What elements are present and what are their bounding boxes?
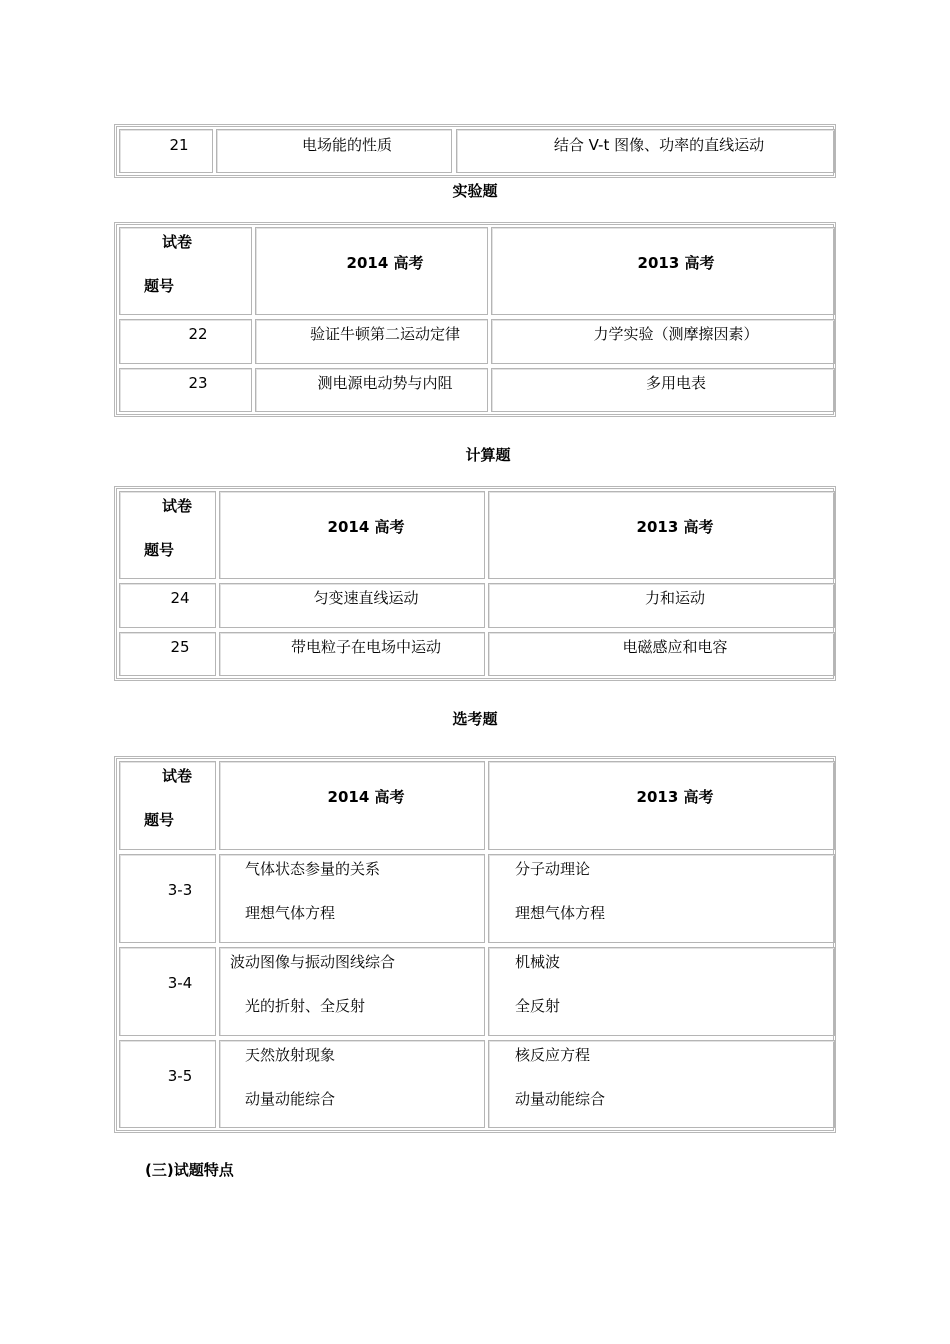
- question-number: 24: [170, 589, 190, 607]
- table-elective: [114, 756, 836, 1133]
- question-number: 23: [188, 374, 208, 392]
- table-row: [119, 852, 831, 945]
- header-2014: 2014 高考: [327, 788, 405, 806]
- topic-2014-line1: 天然放射现象: [245, 1046, 336, 1064]
- topic-2013: 电磁感应和电容: [622, 638, 728, 656]
- topic-2013: 力学实验（测摩擦因素）: [593, 325, 759, 343]
- topic-2014-line1: 波动图像与振动图线综合: [230, 953, 396, 971]
- table-continuation: [114, 124, 836, 178]
- section-heading: (三)试题特点: [145, 1161, 234, 1179]
- question-number: 3-3: [167, 881, 193, 899]
- table-row: [119, 630, 831, 678]
- topic-2014-line2: 光的折射、全反射: [245, 997, 366, 1015]
- topic-2014: 测电源电动势与内阻: [317, 374, 453, 392]
- topic-2013-line2: 理想气体方程: [515, 904, 606, 922]
- question-number: 3-5: [167, 1067, 193, 1085]
- topic-2013: 多用电表: [645, 374, 707, 392]
- header-label-line2: 题号: [144, 541, 175, 559]
- question-number: 22: [188, 325, 208, 343]
- header-label-line1: 试卷: [162, 497, 193, 515]
- topic-2014: 电场能的性质: [301, 136, 393, 154]
- header-2013: 2013 高考: [636, 518, 714, 536]
- table-row: [119, 581, 831, 630]
- table-row: [119, 945, 831, 1038]
- topic-2014: 带电粒子在电场中运动: [290, 638, 442, 656]
- question-number: 3-4: [167, 974, 193, 992]
- topic-2013-line2: 动量动能综合: [515, 1090, 606, 1108]
- header-2013: 2013 高考: [636, 788, 714, 806]
- header-2013: 2013 高考: [637, 254, 715, 272]
- section-title-calculation: 计算题: [465, 446, 511, 464]
- topic-2014-line2: 理想气体方程: [245, 904, 336, 922]
- topic-2014: 匀变速直线运动: [313, 589, 419, 607]
- header-label-line2: 题号: [144, 277, 175, 295]
- topic-2014: 验证牛顿第二运动定律: [309, 325, 461, 343]
- topic-2013: 力和运动: [644, 589, 706, 607]
- topic-2013-line1: 机械波: [515, 953, 561, 971]
- table-header-row: [119, 489, 831, 581]
- section-title-experiment: 实验题: [452, 182, 498, 200]
- topic-2013-line1: 分子动理论: [515, 860, 591, 878]
- table-row: [119, 366, 831, 414]
- table-experiment: [114, 222, 836, 417]
- section-title-elective: 选考题: [452, 710, 498, 728]
- table-header-row: [119, 759, 831, 852]
- header-label-line1: 试卷: [162, 767, 193, 785]
- header-label-line2: 题号: [144, 811, 175, 829]
- topic-2014-line2: 动量动能综合: [245, 1090, 336, 1108]
- header-label-line1: 试卷: [162, 233, 193, 251]
- header-2014: 2014 高考: [346, 254, 424, 272]
- table-row: [119, 1038, 831, 1130]
- question-number: 25: [170, 638, 190, 656]
- table-row: [119, 317, 831, 366]
- table-calculation: [114, 486, 836, 681]
- header-2014: 2014 高考: [327, 518, 405, 536]
- question-number: 21: [169, 136, 189, 154]
- topic-2013: 结合 V-t 图像、功率的直线运动: [553, 136, 765, 154]
- topic-2013-line2: 全反射: [515, 997, 561, 1015]
- topic-2013-line1: 核反应方程: [515, 1046, 591, 1064]
- topic-2014-line1: 气体状态参量的关系: [245, 860, 381, 878]
- table-row: [119, 127, 831, 175]
- table-header-row: [119, 225, 831, 317]
